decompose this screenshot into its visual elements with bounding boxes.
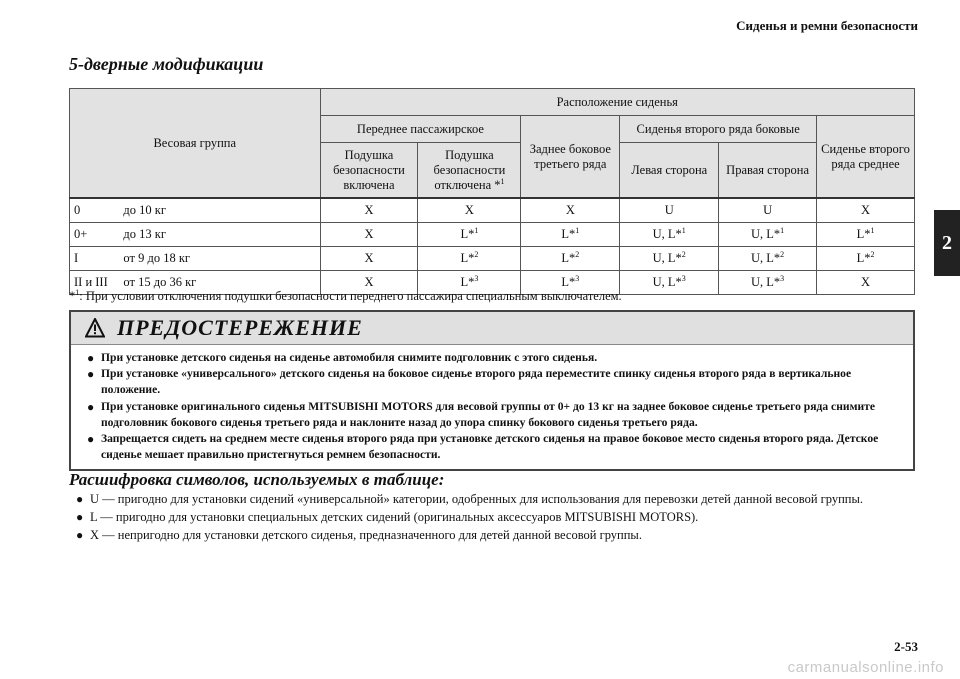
header-front-passenger: Переднее пассажирское [320,116,521,143]
suitability-cell: L*$^3$ [418,271,521,295]
weight-range-cell: от 15 до 36 кг [119,271,320,295]
header-airbag-on: Подушка безопасности включена [320,143,418,199]
suitability-cell: U, L*$^3$ [620,271,719,295]
legend-list [76,491,911,545]
header-weight-group: Весовая группа [70,89,321,199]
bullet-icon: ● [87,351,95,365]
suitability-cell: U, L*$^2$ [719,247,817,271]
suitability-cell: X [320,271,418,295]
warning-item-text: При установке детского сиденья на сиденье автомобиля снимите подголовник с этого сиденья. [101,351,598,364]
suitability-cell: U [620,198,719,223]
suitability-cell: X [521,198,620,223]
warning-triangle-icon [85,318,105,338]
table-row [70,247,915,271]
legend-title: Расшифровка символов, используемых в таблице: [69,470,445,489]
bullet-icon: ● [76,492,84,506]
table-row [70,198,915,223]
legend-item-text: U — пригодно для установки сидений «универсальной» категории, одобренных для использования для перевозки детей данной весовой группы. [90,492,864,506]
bullet-icon: ● [87,367,95,382]
chapter-tab: 2 [934,210,960,276]
suitability-cell: L*$^3$ [521,271,620,295]
legend-item [76,527,911,544]
weight-range-cell: до 13 кг [119,223,320,247]
suitability-cell: X [418,198,521,223]
weight-group-cell: I [70,247,120,271]
bullet-icon: ● [76,528,84,542]
suitability-cell: L*$^2$ [817,247,915,271]
section-title: 5-дверные модификации [69,54,264,74]
warning-item-text: Запрещается сидеть на среднем месте сиденья второго ряда при установке детского сиденья на правое боковое место сиденья второго ряда. Детское сиденье мешает правильно пристегнуться ремнем безопасности. [101,432,879,462]
warning-item-text: При установке «универсального» детского сиденья на боковое сиденье второго ряда переместите спинку сиденья второго ряда в вертикальное положение. [101,367,852,397]
legend-item-text: L — пригодно для установки специальных детских сидений (оригинальных аксессуаров MITSUBISHI MOTORS). [90,510,699,524]
footnote: *$^1$: При условии отключения подушки безопасности переднего пассажира специальным выключателем. [69,287,622,303]
suitability-cell: X [320,223,418,247]
warning-list [71,345,913,469]
legend-item [76,509,911,526]
suitability-cell: U, L*$^2$ [620,247,719,271]
warning-box [69,310,915,471]
weight-range-cell: до 10 кг [119,198,320,223]
suitability-cell: U, L*$^1$ [719,223,817,247]
header-second-row-center: Сиденье второго ряда среднее [817,116,915,199]
header-right-side: Правая сторона [719,143,817,199]
warning-item [87,366,903,398]
page-header-title: Сиденья и ремни безопасности [736,18,918,33]
suitability-cell: X [320,198,418,223]
suitability-cell: L*$^1$ [817,223,915,247]
suitability-cell: L*$^2$ [521,247,620,271]
header-third-row: Заднее боковое третьего ряда [521,116,620,199]
warning-item [87,350,903,366]
legend-item-text: X — непригодно для установки детского сиденья, предназначенного для детей данной весовой группы. [90,528,642,542]
header-second-row-side: Сиденья второго ряда боковые [620,116,817,143]
table-row [70,223,915,247]
header-airbag-off: Подушка безопасности отключена *$^1$ [418,143,521,199]
weight-group-cell: 0 [70,198,120,223]
suitability-cell: L*$^2$ [418,247,521,271]
warning-item [87,431,903,463]
suitability-cell: L*$^1$ [521,223,620,247]
suitability-cell: U [719,198,817,223]
warning-title: ПРЕДОСТЕРЕЖЕНИЕ [117,315,363,340]
header-left-side: Левая сторона [620,143,719,199]
header-seat-location: Расположение сиденья [320,89,915,116]
warning-item [87,399,903,431]
suitability-cell: L*$^1$ [418,223,521,247]
child-seat-compatibility-table [69,88,915,295]
bullet-icon: ● [87,399,95,414]
suitability-cell: X [817,271,915,295]
suitability-cell: U, L*$^3$ [719,271,817,295]
warning-header [71,312,913,345]
weight-range-cell: от 9 до 18 кг [119,247,320,271]
suitability-cell: X [320,247,418,271]
page-number: 2-53 [894,639,918,654]
weight-group-cell: 0+ [70,223,120,247]
warning-item-text: При установке оригинального сиденья MITSUBISHI MOTORS для весовой группы от 0+ до 13 кг на заднее боковое сиденье третьего ряда снимите подголовник бокового сиденья третьего ряда и наклоните назад до упора спинку бокового сиденья третьего ряда. [101,399,875,429]
weight-group-cell: II и III [70,271,120,295]
watermark: carmanualsonline.info [787,659,944,676]
suitability-cell: X [817,198,915,223]
bullet-icon: ● [87,432,95,447]
suitability-cell: U, L*$^1$ [620,223,719,247]
legend-item [76,491,911,508]
bullet-icon: ● [76,510,84,524]
